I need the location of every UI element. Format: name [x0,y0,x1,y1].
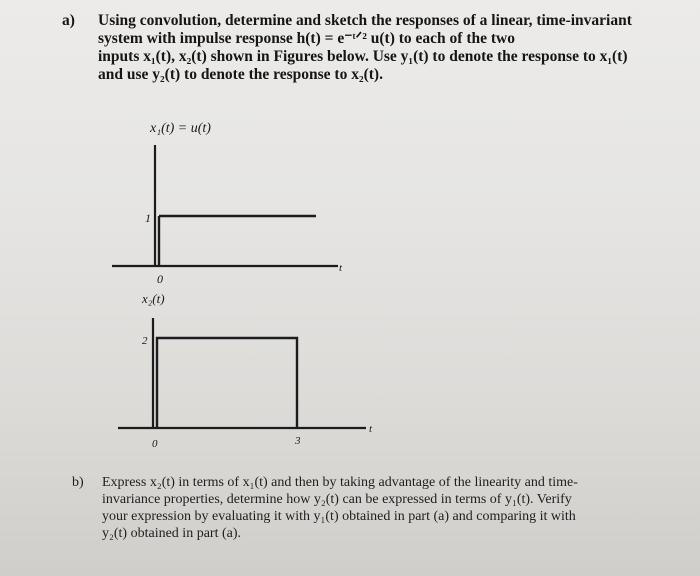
part-b-line-1: Express x₂(t) in terms of x₁(t) and then by taking advantage of the linearity and time- [102,475,578,490]
figure-2-end-label: 3 [295,435,301,447]
part-a-line-2: system with impulse response h(t) = e⁻ᵗᐟ² u(t) to each of the two [98,30,515,47]
part-b-line-3: your expression by evaluating it with y₁(t) obtained in part (a) and comparing it with [102,509,576,524]
figure-1-axis-label: t [339,262,343,274]
part-a-line-1: Using convolution, determine and sketch the responses of a linear, time-invariant [98,12,632,29]
part-b-line-4: y₂(t) obtained in part (a). [102,526,241,541]
figure-1-title: x₁(t) = u(t) [150,121,211,136]
part-b-line-2: invariance properties, determine how y₂(t) can be expressed in terms of y₁(t). Verify [102,492,572,507]
figure-2-pulse [157,338,297,428]
part-a-line-4: and use y₂(t) to denote the response to x₂(t). [98,66,383,83]
figure-2-axis-label: t [369,423,373,435]
figure-1-unit-step [112,121,343,286]
part-b-label: b) [72,475,84,490]
part-a-label: a) [62,12,75,29]
part-a-line-3: inputs x₁(t), x₂(t) shown in Figures below. Use y₁(t) to denote the response to x₁(t) [98,48,628,65]
figure-1-origin-label: 0 [157,272,163,286]
part-b-text [102,474,682,542]
figure-1-level-label: 1 [145,211,151,225]
figure-2-title: x₂(t) [142,291,165,306]
figure-2-origin-label: 0 [152,438,158,450]
figure-2-level-label: 2 [142,335,148,347]
figure-2-rectangular-pulse [118,291,373,450]
